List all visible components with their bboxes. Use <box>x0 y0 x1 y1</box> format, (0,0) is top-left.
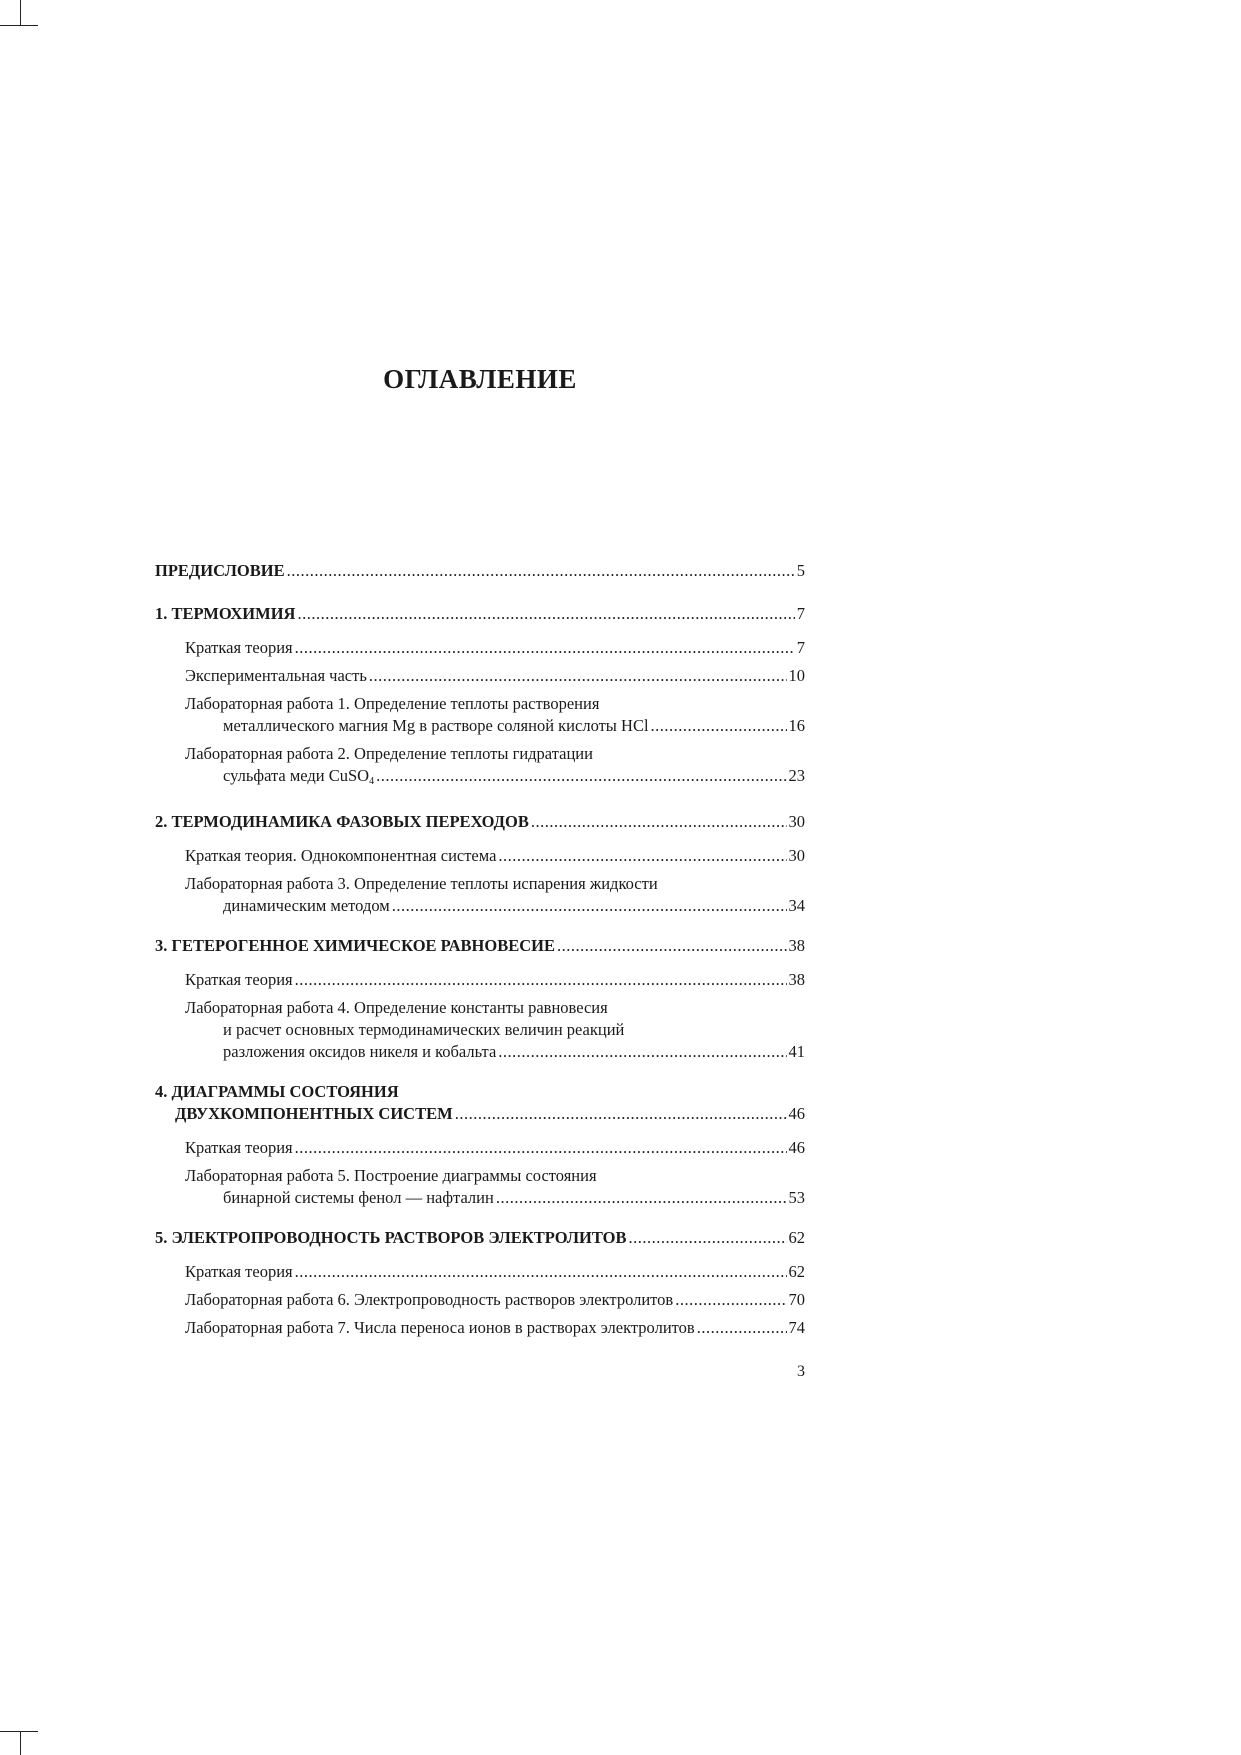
toc-label: 2. ТЕРМОДИНАМИКА ФАЗОВЫХ ПЕРЕХОДОВ <box>155 812 529 831</box>
toc-page: 34 <box>788 896 805 915</box>
toc-ch1-lab1[interactable] <box>155 693 805 737</box>
toc-page: 38 <box>788 936 805 955</box>
leader-dots <box>498 1041 786 1063</box>
leader-dots <box>295 969 787 991</box>
crop-mark-top-horizontal <box>0 25 38 26</box>
toc-page: 10 <box>788 666 805 685</box>
toc-ch4-theory[interactable] <box>155 1137 805 1159</box>
toc-label: 5. ЭЛЕКТРОПРОВОДНОСТЬ РАСТВОРОВ ЭЛЕКТРОЛИТОВ <box>155 1228 627 1247</box>
toc-chapter-3[interactable] <box>155 935 805 957</box>
subscript: 4 <box>369 776 375 787</box>
toc-page: 5 <box>796 561 805 580</box>
toc-page: 7 <box>796 604 805 623</box>
leader-dots <box>496 1187 787 1209</box>
leader-dots <box>651 715 787 737</box>
toc-label: Краткая теория. Однокомпонентная система <box>185 846 497 865</box>
leader-dots <box>287 560 795 582</box>
toc-page: 16 <box>788 716 805 735</box>
toc-ch4-lab5[interactable] <box>155 1165 805 1209</box>
toc-label: Экспериментальная часть <box>185 666 367 685</box>
leader-dots <box>295 637 795 659</box>
toc-ch1-lab2[interactable] <box>155 743 805 793</box>
toc-label-line3: разложения оксидов никеля и кобальта <box>223 1042 497 1061</box>
leader-dots <box>675 1289 786 1311</box>
toc-label-line1: 4. ДИАГРАММЫ СОСТОЯНИЯ <box>155 1082 399 1101</box>
toc-label-line2: бинарной системы фенол — нафталин <box>223 1188 494 1207</box>
toc-label: Краткая теория <box>185 1138 293 1157</box>
toc-chapter-4[interactable] <box>155 1081 805 1125</box>
toc-page: 46 <box>788 1138 805 1157</box>
toc-ch1-experimental[interactable] <box>155 665 805 687</box>
toc-page: 30 <box>788 846 805 865</box>
crop-mark-top-vertical <box>20 0 21 26</box>
toc-ch2-lab3[interactable] <box>155 873 805 917</box>
leader-dots <box>557 935 787 957</box>
toc-label-line1: Лабораторная работа 2. Определение теплоты гидратации <box>185 744 593 763</box>
toc-ch3-lab4[interactable] <box>155 997 805 1063</box>
table-of-contents <box>155 560 805 1339</box>
toc-chapter-5[interactable] <box>155 1227 805 1249</box>
toc-page: 46 <box>788 1104 805 1123</box>
toc-label: Краткая теория <box>185 970 293 989</box>
toc-page: 53 <box>788 1188 805 1207</box>
toc-label: ПРЕДИСЛОВИЕ <box>155 561 285 580</box>
toc-page: 62 <box>788 1228 805 1247</box>
leader-dots <box>498 845 786 867</box>
page-number: 3 <box>797 1363 805 1380</box>
crop-mark-bottom-vertical <box>20 1731 21 1755</box>
toc-label-line2: динамическим методом <box>223 896 390 915</box>
toc-label-line1: Лабораторная работа 1. Определение теплоты растворения <box>185 694 600 713</box>
crop-mark-bottom-horizontal <box>0 1731 38 1732</box>
toc-preface[interactable] <box>155 560 805 582</box>
toc-page: 38 <box>788 970 805 989</box>
toc-ch5-lab6[interactable] <box>155 1289 805 1311</box>
leader-dots <box>369 665 787 687</box>
toc-label: Краткая теория <box>185 638 293 657</box>
toc-label-line2: ДВУХКОМПОНЕНТНЫХ СИСТЕМ <box>175 1104 453 1123</box>
toc-label: Лабораторная работа 7. Числа переноса ионов в растворах электролитов <box>185 1318 695 1337</box>
toc-label: 3. ГЕТЕРОГЕННОЕ ХИМИЧЕСКОЕ РАВНОВЕСИЕ <box>155 936 555 955</box>
leader-dots <box>295 1137 787 1159</box>
toc-ch3-theory[interactable] <box>155 969 805 991</box>
toc-page: 7 <box>796 638 805 657</box>
toc-label-line2: и расчет основных термодинамических величин реакций <box>223 1020 625 1039</box>
toc-label: 1. ТЕРМОХИМИЯ <box>155 604 296 623</box>
toc-page: 70 <box>788 1290 805 1309</box>
toc-page: 74 <box>788 1318 805 1337</box>
toc-chapter-1[interactable] <box>155 603 805 625</box>
toc-ch5-theory[interactable] <box>155 1261 805 1283</box>
page-title: ОГЛАВЛЕНИЕ <box>383 364 577 394</box>
toc-page: 23 <box>788 766 805 785</box>
toc-label: Лабораторная работа 6. Электропроводность растворов электролитов <box>185 1290 674 1309</box>
toc-chapter-2[interactable] <box>155 811 805 833</box>
leader-dots <box>629 1227 787 1249</box>
toc-ch5-lab7[interactable] <box>155 1317 805 1339</box>
toc-label-line1: Лабораторная работа 4. Определение константы равновесия <box>185 998 608 1017</box>
leader-dots <box>297 603 794 625</box>
toc-ch2-theory[interactable] <box>155 845 805 867</box>
toc-ch1-theory[interactable] <box>155 637 805 659</box>
leader-dots <box>295 1261 787 1283</box>
toc-label-line2: сульфата меди CuSO$_4$ <box>223 766 375 787</box>
toc-label-line1: Лабораторная работа 3. Определение теплоты испарения жидкости <box>185 874 658 893</box>
toc-page: 62 <box>788 1262 805 1281</box>
leader-dots <box>376 765 786 787</box>
toc-label: Краткая теория <box>185 1262 293 1281</box>
toc-label-line1: Лабораторная работа 5. Построение диаграммы состояния <box>185 1166 597 1185</box>
leader-dots <box>455 1103 787 1125</box>
toc-label-line2: металлического магния Mg в растворе соляной кислоты HCl <box>223 716 649 735</box>
toc-page: 41 <box>788 1042 805 1061</box>
toc-page: 30 <box>788 812 805 831</box>
leader-dots <box>697 1317 787 1339</box>
leader-dots <box>392 895 787 917</box>
leader-dots <box>531 811 787 833</box>
